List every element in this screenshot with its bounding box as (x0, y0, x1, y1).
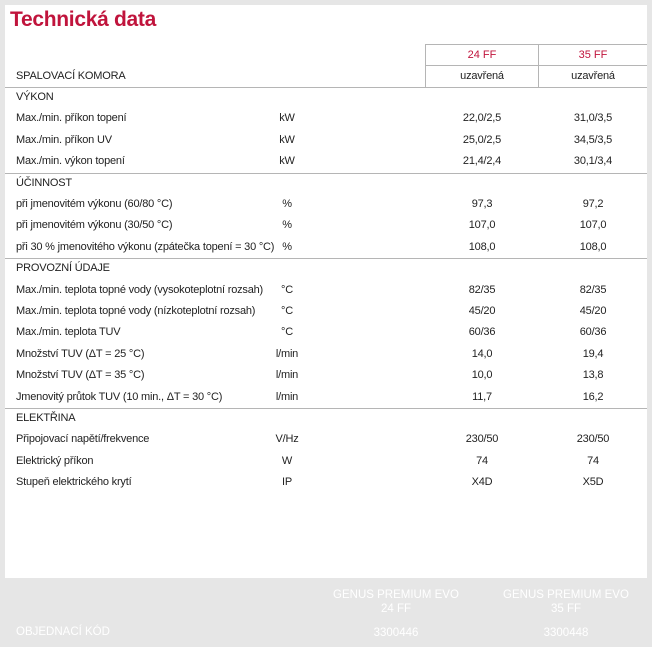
row-value-35ff: 31,0/3,5 (573, 112, 613, 125)
section-separator (5, 408, 647, 409)
row-value-24ff: 60/36 (468, 326, 496, 339)
row-label: Max./min. teplota TUV (16, 326, 121, 339)
row-value-24ff: 74 (476, 454, 488, 467)
row-value-35ff: 19,4 (582, 347, 604, 360)
row-unit: % (282, 240, 292, 253)
section-heading: ELEKTŘINA (16, 412, 76, 424)
order-code-24ff: 3300446 (373, 627, 419, 639)
row-value-24ff: 108,0 (468, 240, 496, 253)
row-label: při 30 % jmenovitého výkonu (zpátečka topení = 30 °C) (16, 240, 275, 253)
row-label: Elektrický příkon (16, 454, 94, 467)
column-header-35ff: 35 FF (578, 49, 608, 61)
footer-model-24ff-line1: GENUS PREMIUM EVO (333, 589, 459, 601)
row-label: Stupeň elektrického krytí (16, 476, 132, 489)
header-mid-line (425, 65, 647, 66)
section-heading: ÚČINNOST (16, 176, 72, 189)
row-label: Množství TUV (ΔT = 25 °C) (16, 347, 145, 360)
row-value-24ff: 107,0 (468, 219, 496, 232)
row-value-35ff: 74 (587, 454, 599, 467)
section-heading: PROVOZNÍ ÚDAJE (16, 262, 110, 275)
row-value-35ff: 45/20 (579, 305, 607, 317)
row-value-35ff: 108,0 (579, 240, 607, 253)
row-value-35ff: 16,2 (582, 390, 604, 403)
row-unit: % (282, 198, 292, 210)
section-heading: VÝKON (16, 91, 54, 103)
row-label: při jmenovitém výkonu (30/50 °C) (16, 219, 173, 232)
row-value-35ff: 34,5/3,5 (573, 133, 613, 146)
row-unit: °C (281, 283, 293, 296)
row-value-24ff: 45/20 (468, 305, 496, 317)
row-value-35ff: 107,0 (579, 219, 607, 232)
row-value-35ff: 60/36 (579, 326, 607, 339)
row-value-24ff: 10,0 (471, 369, 493, 382)
section-separator (5, 173, 647, 174)
row-label: Připojovací napětí/frekvence (16, 433, 150, 446)
page-title: Technická data (10, 8, 156, 31)
row-value-24ff: 11,7 (472, 390, 492, 403)
row-unit: l/min (275, 347, 299, 360)
footer-model-35ff-line1: GENUS PREMIUM EVO (503, 589, 629, 601)
row-value-24ff: 21,4/2,4 (462, 155, 502, 168)
row-unit: W (281, 454, 293, 467)
row-value-35ff: 13,8 (582, 369, 604, 382)
row-unit: % (282, 219, 292, 232)
row-unit: kW (279, 112, 295, 125)
footer-model-24ff (320, 588, 472, 616)
row-value-24ff: 22,0/2,5 (462, 112, 502, 125)
footer-model-24ff-line2: 24 FF (380, 603, 412, 615)
row-unit: °C (281, 326, 293, 339)
row-label: Max./min. výkon topení (16, 155, 125, 168)
row-unit: l/min (275, 369, 299, 382)
row-value-35ff: 30,1/3,4 (573, 155, 613, 168)
chamber-label: SPALOVACÍ KOMORA (16, 70, 126, 82)
row-unit: °C (281, 305, 293, 317)
footer-model-35ff (490, 588, 642, 616)
order-code-35ff: 3300448 (543, 627, 589, 639)
row-label: Max./min. teplota topné vody (vysokoteplotní rozsah) (16, 283, 264, 296)
row-value-35ff: 97,2 (582, 198, 604, 210)
row-value-24ff: 14,0 (471, 347, 493, 360)
row-label: Max./min. příkon topení (16, 112, 127, 125)
row-label: Množství TUV (ΔT = 35 °C) (16, 369, 145, 382)
row-value-35ff: 82/35 (579, 283, 607, 296)
row-value-24ff: 25,0/2,5 (462, 133, 502, 146)
row-unit: kW (279, 155, 295, 168)
row-unit: IP (282, 476, 292, 489)
section-separator (5, 87, 647, 88)
row-value-35ff: 230/50 (576, 433, 610, 446)
row-value-24ff: 97,3 (471, 198, 493, 210)
section-separator (5, 258, 647, 259)
column-header-24ff: 24 FF (467, 49, 497, 61)
header-top-line (425, 44, 647, 45)
row-unit: V/Hz (275, 433, 299, 446)
row-value-24ff: 230/50 (465, 433, 499, 446)
row-value-24ff: 82/35 (468, 283, 496, 296)
row-label: Max./min. teplota topné vody (nízkoteplotní rozsah) (16, 305, 256, 317)
order-code-label: OBJEDNACÍ KÓD (16, 626, 110, 638)
row-label: Max./min. příkon UV (16, 133, 112, 146)
footer-model-35ff-line2: 35 FF (550, 603, 582, 615)
row-unit: kW (279, 133, 295, 146)
chamber-value-35ff: uzavřená (571, 70, 615, 82)
row-unit: l/min (275, 390, 299, 403)
row-label: Jmenovitý průtok TUV (10 min., ΔT = 30 °C) (16, 390, 223, 403)
row-label: při jmenovitém výkonu (60/80 °C) (16, 198, 173, 210)
row-value-35ff: X5D (582, 476, 604, 489)
row-value-24ff: X4D (471, 476, 493, 489)
chamber-value-24ff: uzavřená (460, 70, 504, 82)
